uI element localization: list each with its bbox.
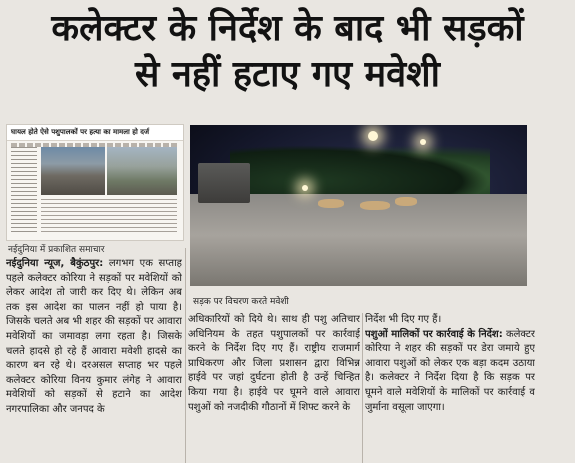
cattle [318,199,344,208]
article-subhead: पशुओं मालिकों पर कार्रवाई के निर्देश: [365,328,503,340]
inset-photo-street [41,147,105,195]
article-text: निर्देश भी दिए गए हैं। [365,314,442,325]
cattle [395,197,417,206]
road-photo [190,125,527,286]
parked-truck [198,163,250,203]
article-column-2 [188,313,360,463]
photo-road [190,194,527,286]
vehicle-headlight [302,185,308,191]
headline-line-1: कलेक्टर के निर्देश के बाद भी सड़कों [51,8,524,49]
photo-caption: सड़क पर विचरण करते मवेशी [193,297,289,307]
column-divider [185,248,186,463]
inset-photo-cattle [107,147,177,195]
inset-text-column [11,147,37,235]
article-column-1 [6,257,182,463]
inset-caption: नईदुनिया में प्रकाशित समाचार [8,245,105,255]
street-light [368,131,378,141]
inset-text-block [41,199,177,235]
street-light [420,139,426,145]
column-divider [362,313,363,463]
article-column-3 [365,313,535,463]
headline [0,6,575,98]
headline-line-2: से नहीं हटाए गए मवेशी [135,54,440,95]
cattle [360,201,390,210]
article-text: लगभग एक सप्ताह पहले कलेक्टर कोरिया ने सड़कों पर मवेशियों को लेकर आदेश तो जारी कर दिए थे। लेकिन अब तक इस आदेश का पालन नहीं हो पाया है। जिसके चलते अब भी शहर की सड़कों पर आवारा मवेशियों का जमावड़ा लगा रहता है। जिसके चलते हादसे हो रहे हैं आवारा मवेशी हादसे का कारण बन रहे थे। दरअसल सप्ताह भर पहले कलेक्टर कोरिया विनय कुमार लंगेह ने आवारा मवेशियों को सड़कों से हटाने का आदेश नगरपालिका और जनपद के [6,258,182,415]
photo-trees [230,145,490,197]
inset-title: घायल होते ऐसे पशुपालकों पर हत्या का मामला हो दर्ज [7,125,183,141]
inset-clipping [6,124,184,241]
article-text: अधिकारियों को दिये थे। साथ ही पशु अतिचार अधिनियम के तहत पशुपालकों पर कार्रवाई करने के निर्देश दिए गए हैं। राष्ट्रीय राजमार्ग प्राधिकरण और जिला प्रशासन द्वारा विभिन्न हाईवे पर जहां दुर्घटना होती है उन्हें चिन्हित किया गया है। हाईवे पर घूमने वाले आवारा पशुओं को नजदीकी गौठानों में शिफ्ट करने के [188,314,360,413]
article-text: कलेक्टर कोरिया ने शहर की सड़कों पर डेरा जमाये हुए आवारा पशुओं को लेकर एक बड़ा कदम उठाया है। कलेक्टर ने निर्देश दिया है कि सड़क पर घूमने वाले मवेशियों के मालिकों पर कार्रवाई व जुर्माना वसूला जाएगा। [365,328,535,413]
byline: नईदुनिया न्यूज, बैकुंठपुर: [6,258,104,269]
